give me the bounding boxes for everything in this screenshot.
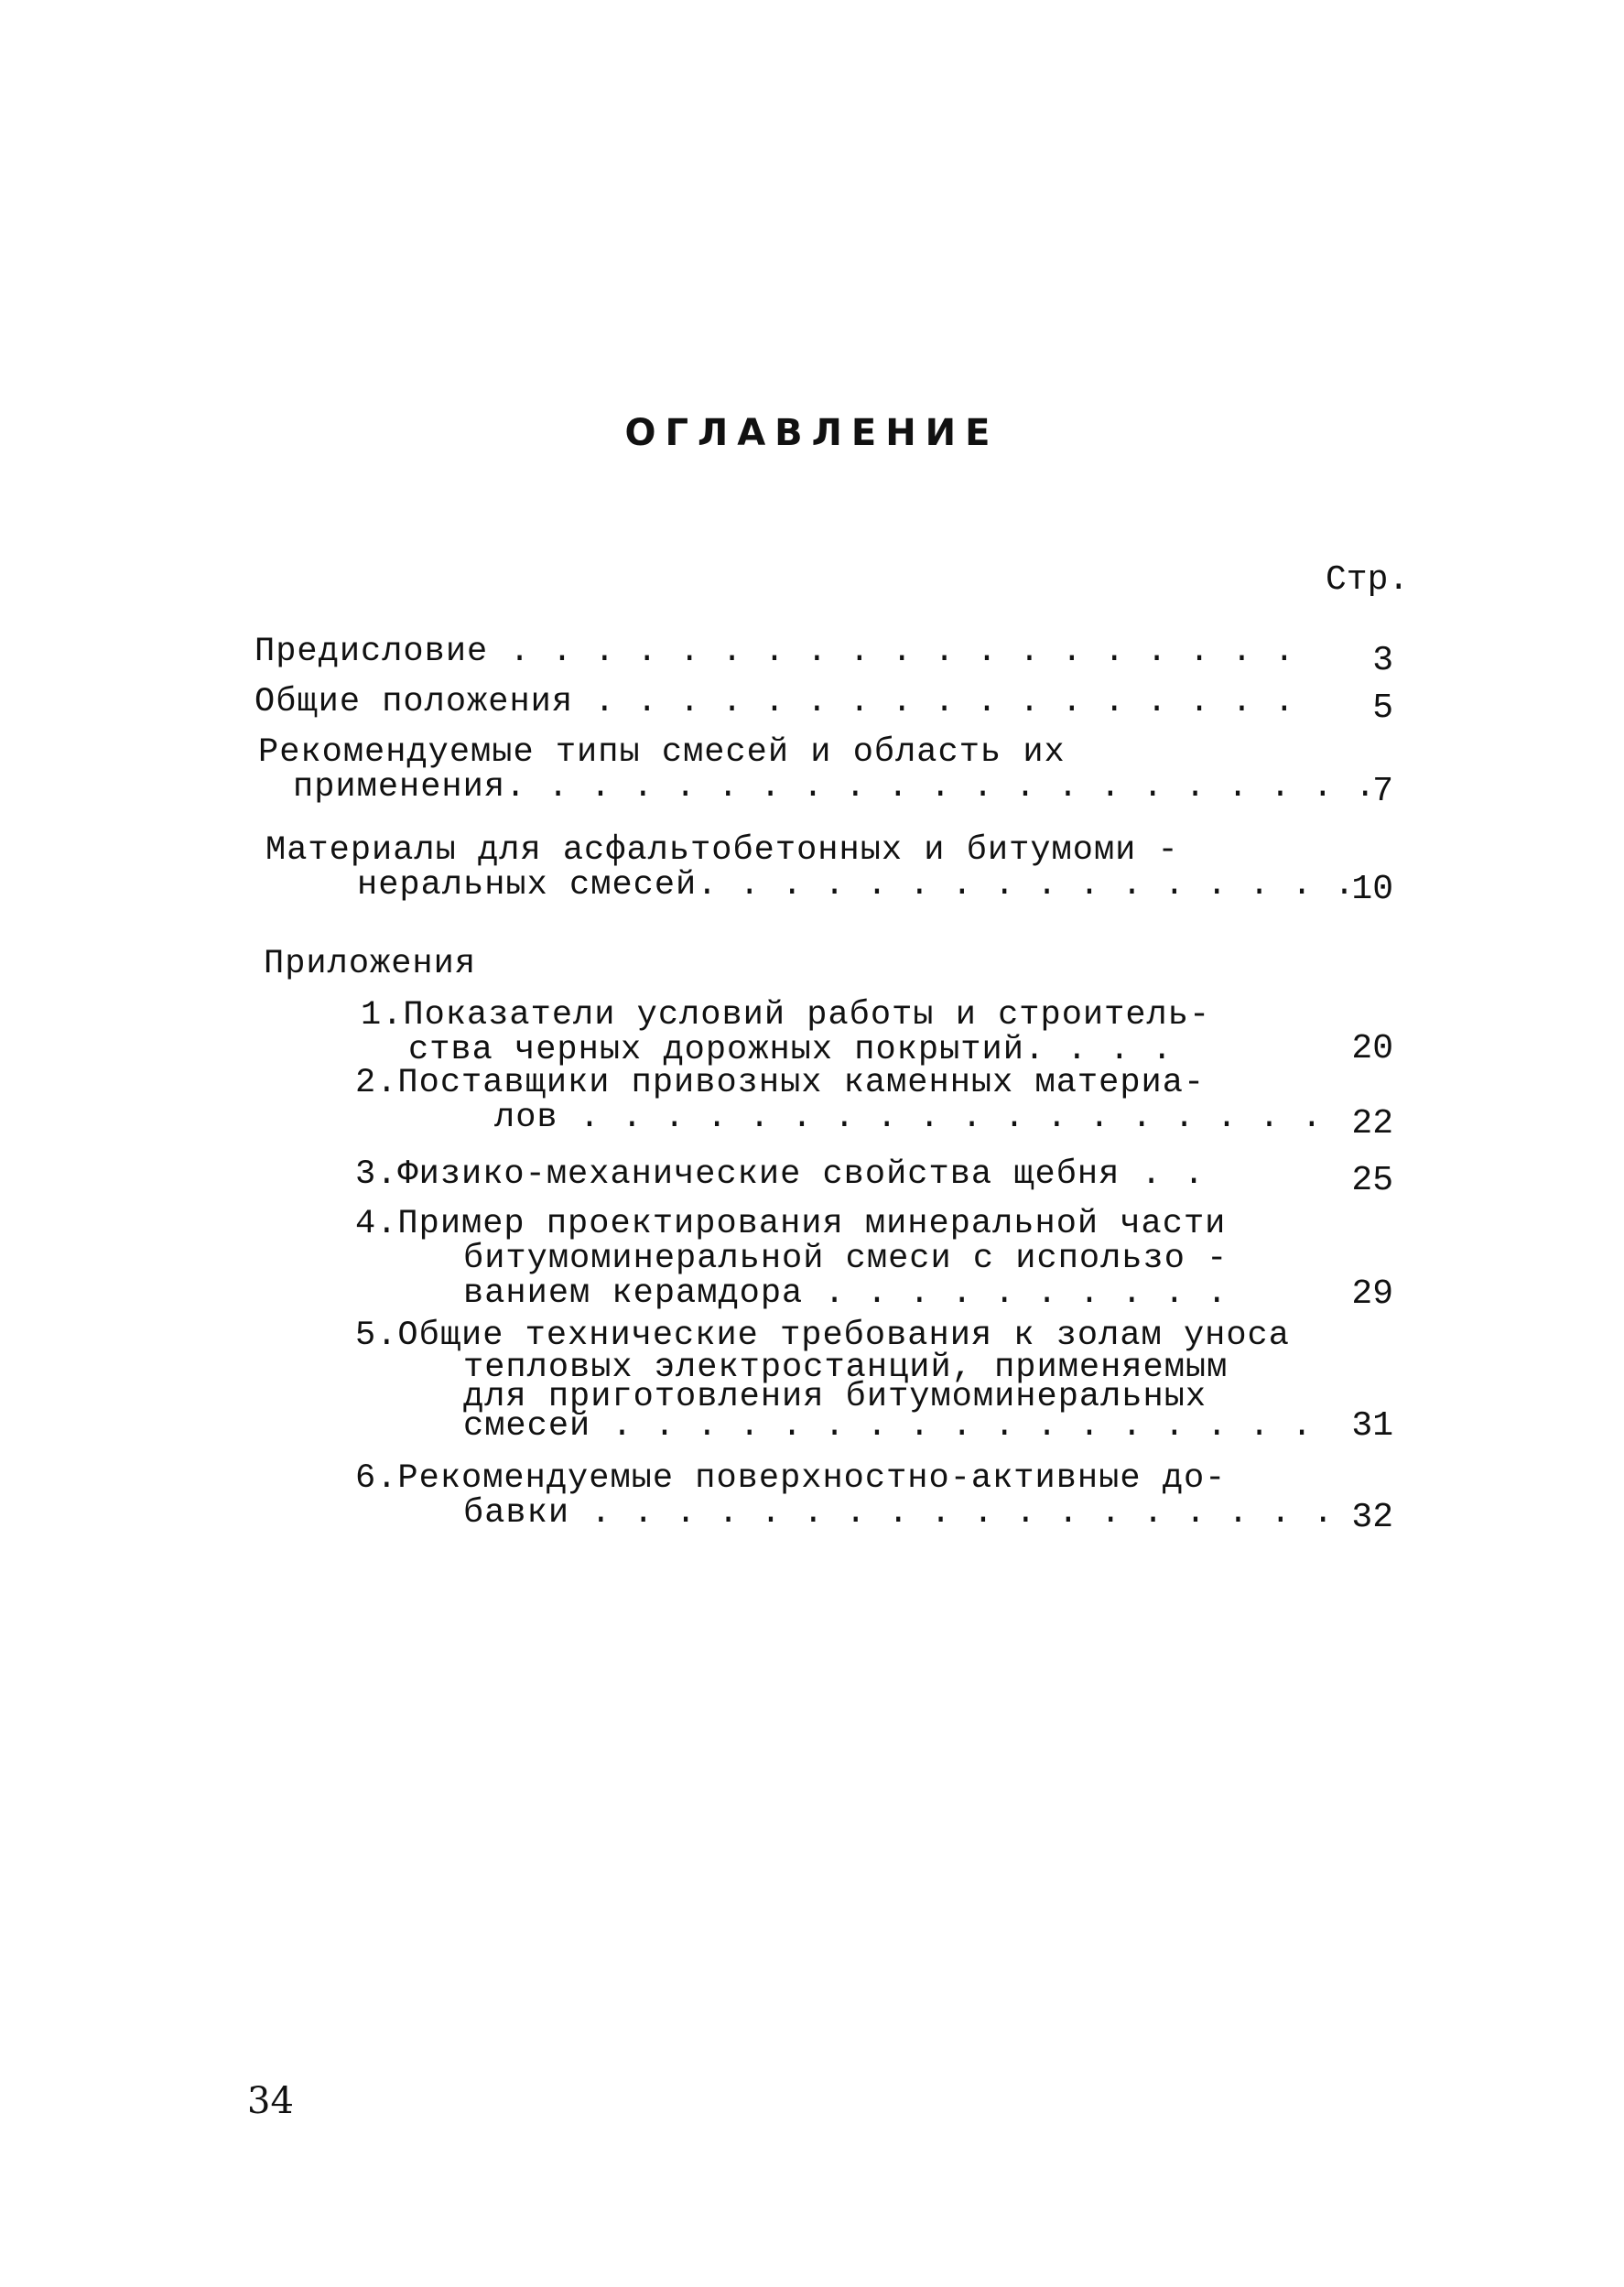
page-number-folio: 34 [247, 2080, 294, 2122]
toc-entry-line: ства черных дорожных покрытий. . . . [408, 1031, 1174, 1069]
toc-page-number: 7 [1372, 772, 1393, 811]
toc-entry-line: бавки . . . . . . . . . . . . . . . . . . [463, 1494, 1335, 1533]
toc-page-number: 22 [1351, 1104, 1393, 1144]
toc-page-number: 3 [1372, 641, 1393, 680]
toc-entry-line: Рекомендуемые типы смесей и область их [258, 733, 1066, 772]
toc-page-number: 29 [1351, 1274, 1393, 1314]
appendix-entry-3 [355, 1157, 1205, 1192]
toc-entry-line: 5.Общие технические требования к золам уноса [355, 1317, 1290, 1355]
toc-entry-general [254, 685, 1295, 720]
page-column-label: Стр. [1326, 560, 1410, 600]
toc-page-number: 5 [1372, 688, 1393, 728]
appendix-entry-1 [361, 998, 1210, 1068]
appendix-entry-2 [355, 1066, 1323, 1135]
toc-entry-preface [254, 634, 1295, 669]
toc-entry-line: битумоминеральной смеси с использо - [463, 1240, 1229, 1278]
toc-entry-materials [265, 833, 1356, 903]
toc-entry-line: смесей . . . . . . . . . . . . . . . . . [463, 1407, 1314, 1446]
toc-entry-line: для приготовления битумоминеральных [463, 1378, 1207, 1416]
toc-entry-line: Предисловие . . . . . . . . . . . . . . . . . . . [254, 633, 1295, 671]
appendix-entry-4 [355, 1207, 1228, 1311]
toc-entry-line: 4.Пример проектирования минеральной части [355, 1205, 1227, 1243]
toc-title: ОГЛАВЛЕНИЕ [624, 412, 1000, 454]
toc-page-number: 31 [1351, 1406, 1393, 1446]
toc-entry-line: неральных смесей. . . . . . . . . . . . . . . . [357, 866, 1356, 905]
toc-entry-line: лов . . . . . . . . . . . . . . . . . . [494, 1099, 1323, 1137]
toc-page-number: 32 [1351, 1498, 1393, 1537]
appendix-entry-6 [355, 1461, 1334, 1531]
toc-page-number: 20 [1351, 1029, 1393, 1068]
toc-entry-line: 3.Физико-механические свойства щебня . . [355, 1155, 1206, 1194]
toc-entry-mix-types [258, 735, 1376, 805]
toc-entry-line: 1.Показатели условий работы и строитель- [361, 996, 1211, 1035]
toc-entry-line: Материалы для асфальтобетонных и битумоми - [265, 831, 1179, 870]
appendix-entry-5 [355, 1317, 1314, 1446]
toc-entry-line: 6.Рекомендуемые поверхностно-активные до- [355, 1459, 1227, 1498]
appendix-label: Приложения [264, 945, 477, 983]
toc-page-number: 25 [1351, 1161, 1393, 1200]
toc-entry-line: применения. . . . . . . . . . . . . . . . . . . . . [293, 768, 1377, 807]
toc-entry-line: ванием керамдора . . . . . . . . . . [463, 1274, 1229, 1313]
toc-entry-line: 2.Поставщики привозных каменных материа- [355, 1064, 1206, 1102]
toc-entry-line: тепловых электростанций, применяемым [463, 1349, 1229, 1387]
toc-entry-line: Общие положения . . . . . . . . . . . . . . . . . [254, 683, 1295, 721]
toc-page-number: 10 [1351, 870, 1393, 909]
